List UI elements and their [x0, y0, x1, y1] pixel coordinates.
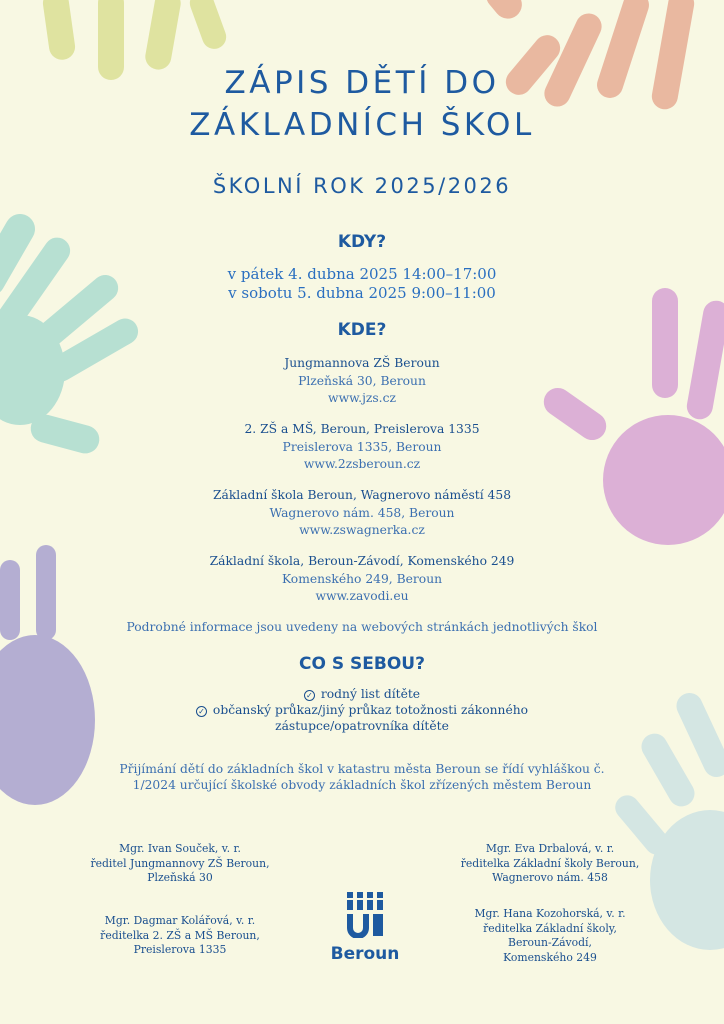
check-icon: ✓: [304, 690, 315, 701]
signatory-role: ředitelka 2. ZŠ a MŠ Beroun,: [100, 928, 260, 942]
signatory-name: Mgr. Hana Kozohorská, v. r.: [474, 907, 626, 920]
school-website[interactable]: www.zavodi.eu: [315, 589, 409, 603]
school-address: Plzeňská 30, Beroun: [298, 373, 426, 388]
school-name: Základní škola, Beroun-Závodí, Komenského 249: [209, 554, 515, 568]
bring-list: [0, 686, 724, 734]
title-line-2: ZÁKLADNÍCH ŠKOL: [189, 107, 535, 143]
signature-block: [60, 914, 300, 958]
school-website[interactable]: www.zswagnerka.cz: [299, 523, 425, 537]
signatory-name: Mgr. Eva Drbalová, v. r.: [485, 842, 615, 855]
beroun-logo: [322, 890, 408, 964]
signatory-role: ředitel Jungmannovy ZŠ Beroun,: [90, 856, 270, 870]
signatory-place-line-2: Komenského 249: [503, 950, 597, 964]
signatory-name: Mgr. Dagmar Kolářová, v. r.: [104, 914, 256, 927]
date-line: v sobotu 5. dubna 2025 9:00–11:00: [228, 284, 496, 302]
bring-heading: CO S SEBOU?: [299, 654, 425, 674]
logo-text: Beroun: [330, 944, 400, 964]
signatory-place: Wagnerovo nám. 458: [492, 871, 608, 884]
signatory-name: Mgr. Ivan Souček, v. r.: [119, 842, 241, 855]
school-entry: [0, 553, 724, 606]
date-line: v pátek 4. dubna 2025 14:00–17:00: [227, 265, 497, 283]
school-address: Wagnerovo nám. 458, Beroun: [269, 505, 455, 520]
list-item: zástupce/opatrovníka dítěte: [275, 719, 449, 733]
signature-block: [60, 842, 300, 886]
regulation-note: Přijímání dětí do základních škol v katastru města Beroun se řídí vyhláškou č. 1/2024 určující školské obvody základních škol zřízených městem Beroun: [119, 762, 605, 792]
check-icon: ✓: [196, 706, 207, 717]
title-line-1: ZÁPIS DĚTÍ DO: [224, 65, 500, 101]
list-item: ✓ občanský průkaz/jiný průkaz totožnosti zákonného: [0, 702, 724, 718]
school-name: 2. ZŠ a MŠ, Beroun, Preislerova 1335: [244, 422, 480, 436]
when-heading: KDY?: [337, 232, 387, 252]
school-name: Jungmannova ZŠ Beroun: [284, 356, 440, 370]
school-entry: [0, 487, 724, 540]
signatory-role: ředitelka Základní školy,: [483, 921, 617, 935]
school-address: Komenského 249, Beroun: [281, 571, 443, 586]
page-title: [0, 62, 724, 146]
signature-block: [430, 907, 670, 965]
school-name: Základní škola Beroun, Wagnerovo náměstí 458: [212, 488, 512, 502]
list-item: ✓ rodný list dítěte: [0, 686, 724, 702]
signatory-place: Beroun-Závodí,: [508, 936, 592, 949]
when-dates: [0, 265, 724, 303]
school-entry: [0, 355, 724, 408]
signatory-place: Preislerova 1335: [133, 943, 227, 956]
signature-block: [430, 842, 670, 886]
school-website[interactable]: www.jzs.cz: [328, 391, 396, 405]
more-info-note: Podrobné informace jsou uvedeny na webových stránkách jednotlivých škol: [126, 620, 598, 634]
school-year: ŠKOLNÍ ROK 2025/2026: [212, 174, 512, 198]
signatory-place: Plzeňská 30: [147, 871, 213, 884]
beroun-emblem-icon: [345, 890, 385, 938]
signatory-role: ředitelka Základní školy Beroun,: [460, 856, 640, 870]
school-entry: [0, 421, 724, 474]
where-heading: KDE?: [337, 320, 387, 340]
school-website[interactable]: www.2zsberoun.cz: [303, 457, 421, 471]
school-address: Preislerova 1335, Beroun: [282, 439, 442, 454]
